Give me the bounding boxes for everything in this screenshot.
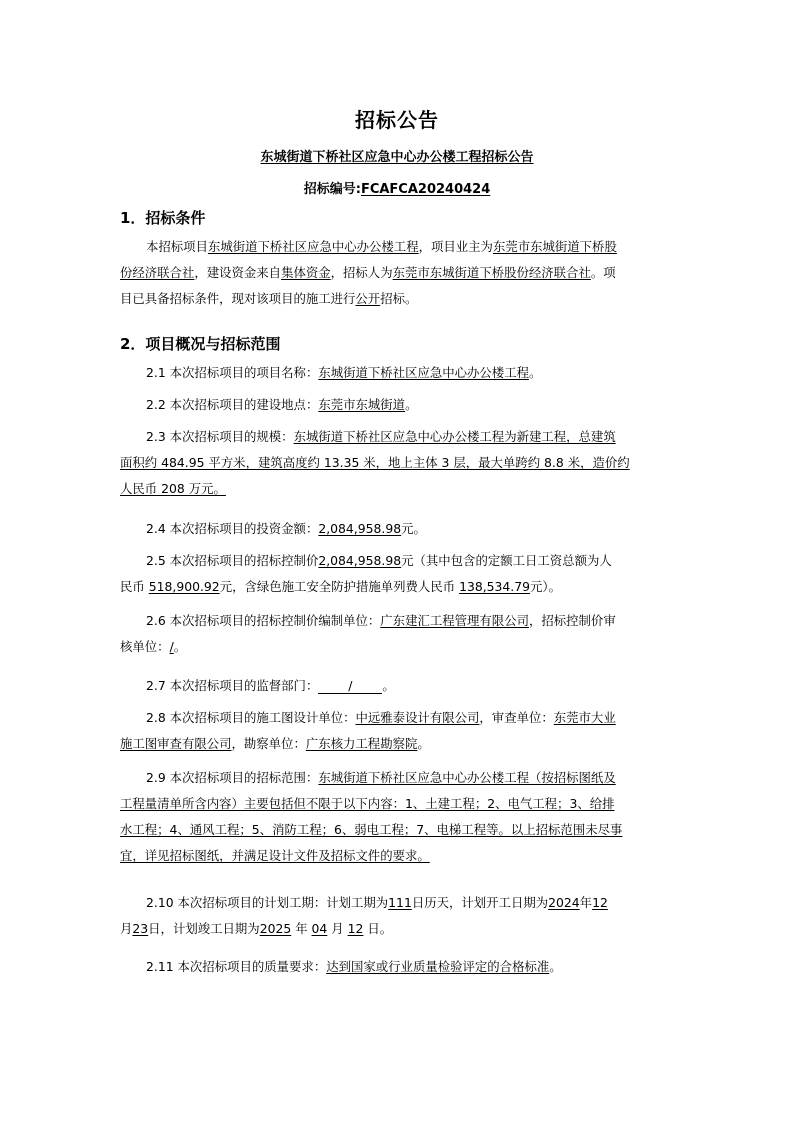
item-2-2: 2.2 本次招标项目的建设地点：东莞市东城街道。: [146, 397, 418, 412]
tender-code-value: FCAFCA20240424: [360, 182, 491, 197]
section-1-paragraph: [120, 234, 676, 312]
item-2-10: 2.10 本次招标项目的计划工期：计划工期为111日历天，计划开工日期为2024年12 月23日，计划竣工日期为2025 年 04 月 12 日。: [120, 895, 608, 936]
item-2-3: 2.3 本次招标项目的规模：东城街道下桥社区应急中心办公楼工程为新建工程，总建筑 面积约 484.95 平方米，建筑高度约 13.35 米，地上主体 3 层，最大单跨约 8.8 米，造价约 人民币 208 万元。: [120, 429, 630, 496]
item-2-9: 2.9 本次招标项目的招标范围：东城街道下桥社区应急中心办公楼工程（按招标图纸及 工程量清单所含内容）主要包括但不限于以下内容：1、土建工程；2、电气工程；3、给排 水工程；4、通风工程；5、消防工程；6、弱电工程；7、电梯工程等。以上招标范围未尽事 宜，详见招标图纸，并满足设计文件及招标文件的要求。: [120, 770, 623, 863]
item-2-5: 2.5 本次招标项目的招标控制价2,084,958.98元（其中包含的定额工日工资总额为人 民币 518,900.92元，含绿色施工安全防护措施单列费人民币 138,534.79元）。: [120, 553, 612, 594]
item-2-7: 2.7 本次招标项目的监督部门： / 。: [146, 678, 395, 693]
section-2-heading: 2．项目概况与招标范围: [120, 335, 281, 353]
announcement-subtitle: [0, 146, 794, 165]
item-2-11: 2.11 本次招标项目的质量要求：达到国家或行业质量检验评定的合格标准。: [146, 959, 562, 974]
item-2-8: 2.8 本次招标项目的施工图设计单位：中远雅泰设计有限公司，审查单位：东莞市大业 施工图审查有限公司，勘察单位：广东核力工程勘察院。: [120, 710, 616, 751]
page-title: 招标公告: [355, 108, 439, 132]
tender-code: [0, 178, 794, 197]
item-2-6: 2.6 本次招标项目的招标控制价编制单位：广东建汇工程管理有限公司，招标控制价审 核单位：/。: [120, 613, 616, 654]
paragraph-line: 本招标项目东城街道下桥社区应急中心办公楼工程，项目业主为东莞市东城街道下桥股: [146, 239, 617, 254]
section-1-heading: 1．招标条件: [120, 209, 206, 227]
paragraph-line: 目已具备招标条件，现对该项目的施工进行公开招标。: [120, 291, 418, 306]
tender-code-label: 招标编号:: [303, 182, 361, 197]
subtitle-text: 东城街道下桥社区应急中心办公楼工程招标公告: [260, 150, 534, 165]
paragraph-line: 份经济联合社，建设资金来自集体资金，招标人为东莞市东城街道下桥股份经济联合社。项: [120, 265, 616, 280]
item-2-1: 2.1 本次招标项目的项目名称：东城街道下桥社区应急中心办公楼工程。: [146, 365, 542, 380]
item-2-4: 2.4 本次招标项目的投资金额：2,084,958.98元。: [146, 521, 426, 536]
